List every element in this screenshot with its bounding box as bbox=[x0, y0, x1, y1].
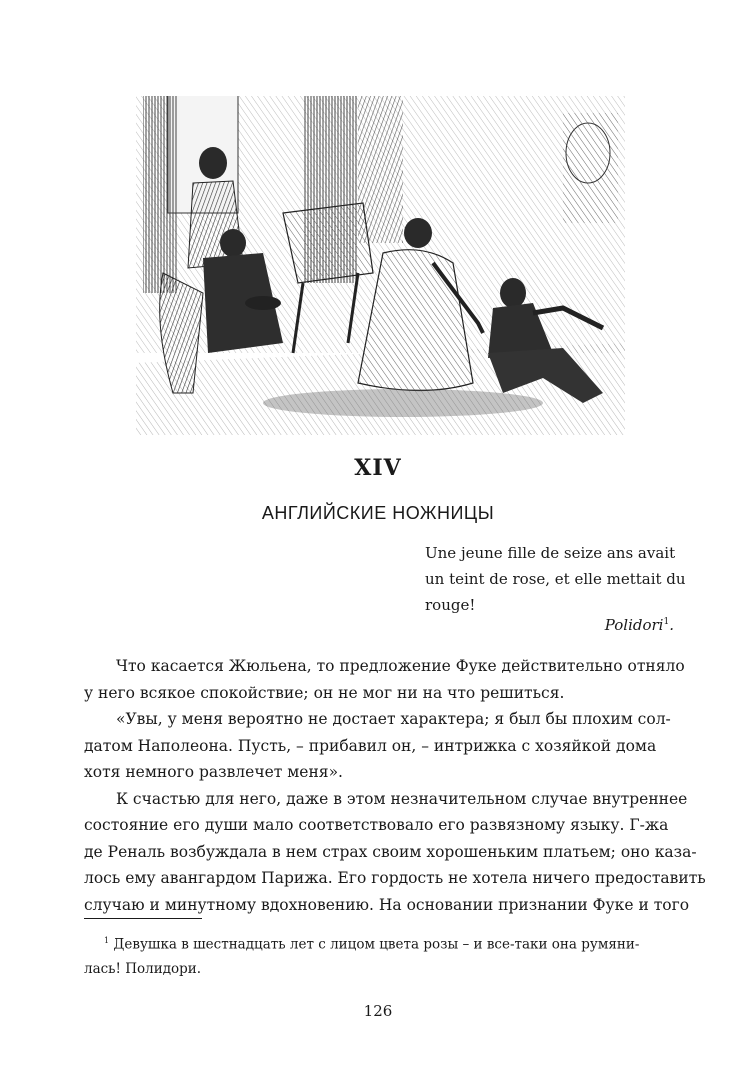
chapter-title: АНГЛИЙСКИЕ НОЖНИЦЫ bbox=[261, 503, 495, 523]
epigraph-line: Une jeune fille de seize ans avait bbox=[425, 544, 676, 562]
chapter-number: XIV bbox=[354, 455, 402, 481]
epigraph bbox=[425, 540, 686, 618]
epigraph-line: un teint de rose, et elle mettait du bbox=[425, 570, 686, 588]
paragraph-line: де Реналь возбуждала в нем страх своим хорошеньким платьем; оно каза- bbox=[84, 842, 697, 861]
page-number: 126 bbox=[363, 1002, 393, 1020]
footnote-line: лась! Полидори. bbox=[84, 960, 202, 977]
paragraph-line: «Увы, у меня вероятно не достает характера; я был бы плохим сол- bbox=[116, 710, 671, 728]
paragraph-line: хотя немного развлечет меня». bbox=[84, 763, 343, 781]
footnote-divider bbox=[84, 918, 202, 919]
paragraph-line: датом Наполеона. Пусть, – прибавил он, – интрижка с хозяйкой дома bbox=[84, 736, 657, 755]
paragraph-line: лось ему авангардом Парижа. Его гордость не хотела ничего предоставить bbox=[84, 869, 706, 887]
paragraph-line: К счастью для него, даже в этом незначительном случае внутреннее bbox=[116, 789, 688, 808]
paragraph-line: у него всякое спокойствие; он не мог ни на что решиться. bbox=[84, 683, 565, 702]
epigraph-author: Polidori$^1$. bbox=[604, 616, 674, 634]
epigraph-author-name: Polidori bbox=[604, 616, 664, 634]
engraving-image bbox=[133, 93, 628, 438]
footnote bbox=[84, 929, 673, 981]
footnote-line bbox=[84, 929, 673, 957]
epigraph-footnote-mark: 1 bbox=[663, 617, 670, 627]
footnote-mark: 1 bbox=[104, 936, 110, 945]
chapter-illustration bbox=[133, 93, 628, 438]
paragraph-line: Что касается Жюльена, то предложение Фуке действительно отняло bbox=[116, 657, 685, 675]
footnote-text: Девушка в шестнадцать лет с лицом цвета розы – и все-таки она румяни- bbox=[113, 936, 640, 953]
paragraph-line: состояние его души мало соответствовало его развязному языку. Г-жа bbox=[84, 816, 669, 834]
epigraph-line: rouge! bbox=[425, 596, 476, 614]
body-text bbox=[84, 653, 706, 918]
paragraph-line: случаю и минутному вдохновению. На основании признании Фуке и того bbox=[84, 895, 690, 914]
